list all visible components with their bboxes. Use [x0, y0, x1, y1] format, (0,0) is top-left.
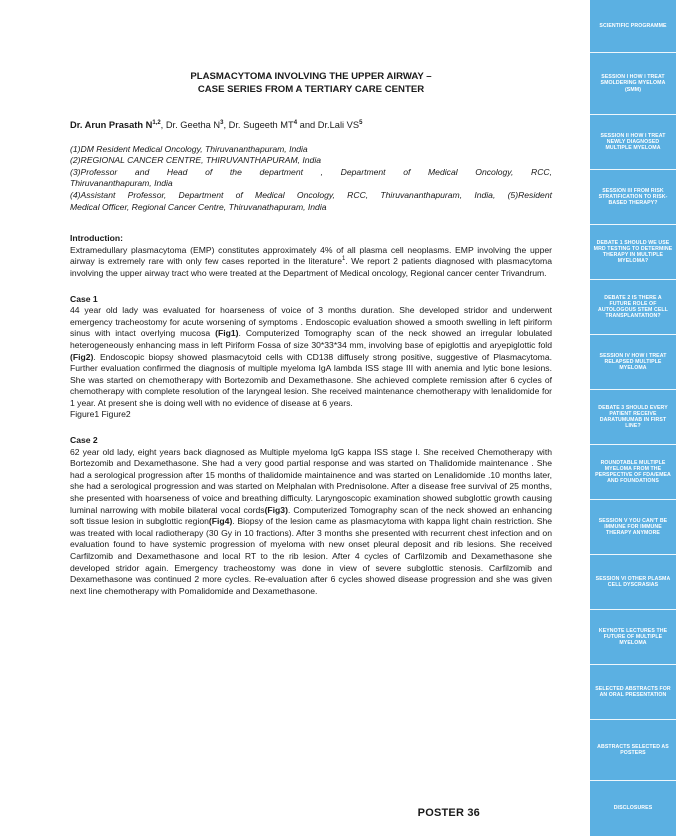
affiliation-line: (2)REGIONAL CANCER CENTRE, THIRUVANTHAPURAM, India	[70, 155, 322, 166]
sidebar-item-posters[interactable]: ABSTRACTS SELECTED AS POSTERS	[597, 743, 669, 756]
case2-fig4-ref: (Fig4)	[208, 516, 233, 527]
affiliation-line: Medical Officer, Regional Cancer Centre, Thiruvanathapuram, India	[70, 201, 327, 212]
intro-ref: 1	[342, 256, 346, 263]
case1-paragraph	[70, 305, 552, 409]
affiliation-line: Thiruvananthapuram, India	[70, 178, 173, 189]
affiliation-line: (3)Professor and Head of the department , Department of Medical Oncology, RCC,	[70, 166, 552, 177]
intro-text-a: Extramedullary plasmacytoma (EMP) constitutes approximately 4% of all plasma cell neoplasms. EMP involving the upper airway is extremely rare with only few cases reported in the literature	[70, 244, 552, 267]
sidebar-item-session-3[interactable]: SESSION III FROM RISK STRATIFICATION TO RISK-BASED THERAPY?	[598, 187, 668, 207]
author-4: and Dr.Lali VS	[297, 120, 360, 130]
sidebar-item-disclosures[interactable]: DISCLOSURES	[613, 805, 653, 812]
sidebar-item-session-2[interactable]: SESSION II HOW I TREAT NEWLY DIAGNOSED MULTIPLE MYELOMA	[600, 132, 666, 152]
case1-fig1-ref: (Fig1)	[215, 328, 239, 339]
sidebar-item-roundtable[interactable]: ROUNDTABLE MULTIPLE MYELOMA FROM THE PERSPECTIVE OF FDA/EMEA AND FOUNDATIONS	[595, 459, 671, 485]
author-2: , Dr. Geetha N	[160, 120, 221, 130]
case2-fig3-ref: (Fig3)	[264, 504, 288, 515]
author-1-sup: 1,2	[152, 119, 161, 126]
title-line-1: PLASMACYTOMA INVOLVING THE UPPER AIRWAY –	[190, 71, 432, 82]
intro-heading: Introduction:	[70, 233, 123, 244]
article-title	[70, 70, 552, 96]
case2-text-a: 62 year old lady, eight years back diagnosed as Multiple myeloma IgG kappa ISS stage I. She received Chemotherapy with Bortezomib and Dexamethasone. She had a very good partial response and was started on Thalidomide maintenance . She had a serological progression after 15 months of thalidomide maintainence and was started on Lenalidomide .10 months later, she had a serological progression and was started on Melphalan with Prednisolone. After a disease free survival of 25 months, she presented with hoarseness of voice and breathing difficulty. Laryngoscopic examination showed subglottic growth causing luminal narrowing with mobile bilateral vocal cords	[70, 446, 552, 515]
author-3-sup: 4	[293, 119, 298, 126]
sidebar-item-session-6[interactable]: SESSION VI OTHER PLASMA CELL DYSCRASIAS	[595, 575, 671, 588]
figure-captions: Figure1 Figure2	[70, 409, 131, 420]
affiliation-line: (1)DM Resident Medical Oncology, Thiruvananthapuram, India	[70, 143, 308, 154]
case2-paragraph	[70, 447, 552, 598]
sidebar-item-selected-abstracts[interactable]: SELECTED ABSTRACTS FOR AN ORAL PRESENTATION	[595, 685, 671, 698]
author-4-sup: 5	[359, 119, 363, 126]
affiliations	[70, 144, 552, 214]
section-sidebar	[590, 0, 676, 836]
case2-text-c: . Biopsy of the lesion came as plasmacytoma with kappa light chain restriction. She was treated with local radiotherapy (30 Gy in 10 fractions). After 3 months she presented with recurrent chest infection and on evaluation found to have systemic progression of myeloma with new onset pleural deposit and rib lesions. She received Carfilzomib and Dexamethasone and local RT to the rib lesion. After 4 cycles of Carfilzomib and Dexamethasone she developed stridor again. Emergency tracheostomy was done in view of severe subglottic stenosis. Carfilzomib and Dexamethasone was continued 2 more cycles. Re-evaluation after 6 cycles showed disease progression and she was given next line chemotherapy with Pomalidomide and Dexamethasone.	[70, 516, 553, 596]
sidebar-item-debate-3[interactable]: DEBATE 3 SHOULD EVERY PATIENT RECEIVE DARATUMUMAB IN FIRST LINE?	[598, 404, 668, 430]
sidebar-item-debate-1[interactable]: DEBATE 1 SHOULD WE USE MRD TESTING TO DETERMINE THERAPY IN MULTIPLE MYELOMA?	[593, 239, 673, 265]
author-1: Dr. Arun Prasath N	[70, 120, 153, 130]
poster-number: POSTER 36	[417, 807, 480, 819]
case1-heading: Case 1	[70, 293, 98, 304]
case1-text-c: . Endoscopic biopsy showed plasmacytoid cells with CD138 diffusely strong positive, suggestive of Plasmacytoma. Further evaluation confirmed the diagnosis of multiple myeloma IgA lambda ISS stage III with anemia and lytic bone lesions. She was started on chemotherapy with Bortezomib and Dexamethasone. She achieved complete remission after 6 cycles of chemotherapy with complete resolution of the laryngeal lesion. She received maintenance chemotherapy with lenalidomide for 1 year. At present she is doing well with no evidence of disease at 6 years.	[70, 351, 552, 408]
author-2-sup: 3	[220, 119, 224, 126]
sidebar-item-scientific-programme[interactable]: SCIENTIFIC PROGRAMME	[599, 22, 667, 29]
case1-text-a: 44 year old lady was evaluated for hoarseness of voice of 3 months duration. She developed stridor and underwent emergency tracheostomy for acute worsening of symptoms . Endoscopic evaluation showed a smooth swelling in left piriform sinus with intact overlying mucosa	[70, 305, 552, 339]
affiliation-line: (4)Assistant Professor, Department of Medical Oncology, RCC, Thiruvananthapuram, India, (5)Resident	[70, 189, 552, 200]
intro-text-b: . We report 2 patients diagnosed with plasmacytoma involving the upper airway tract who were treated at the Department of Medical oncology, Regional cancer center Trivandrum.	[70, 256, 552, 278]
sidebar-item-keynote-lectures[interactable]: KEYNOTE LECTURES THE FUTURE OF MULTIPLE MYELOMA	[598, 627, 668, 647]
sidebar-item-session-1[interactable]: SESSION I HOW I TREAT SMOLDERING MYELOMA (SMM)	[600, 74, 666, 93]
sidebar-item-debate-2[interactable]: DEBATE 2 IS THERE A FUTURE ROLE OF AUTOLOGOUS STEM CELL TRANSPLANTATION?	[598, 294, 668, 320]
title-line-2: CASE SERIES FROM A TERTIARY CARE CENTER	[197, 84, 425, 95]
case2-text-b: . Computerized Tomography scan of the neck showed an enhancing soft tissue lesion in subglottic region	[70, 504, 552, 527]
author-list	[70, 120, 552, 132]
intro-paragraph	[70, 245, 552, 280]
case1-fig2-ref: (Fig2)	[70, 351, 94, 362]
author-3: , Dr. Sugeeth MT	[223, 120, 294, 130]
sidebar-item-session-4[interactable]: SESSION IV HOW I TREAT RELAPSED MULTIPLE MYELOMA	[599, 352, 667, 372]
case2-heading: Case 2	[70, 435, 98, 446]
case1-text-b: . Computerized Tomography scan of the neck showed an irregular lobulated heterogeneously enhancing mass in left Piriform Fossa of size 30*33*34 mm, involving base of epiglottis and aryepiglottic fold	[70, 328, 552, 350]
article-body	[70, 70, 552, 597]
sidebar-item-session-5[interactable]: SESSION V YOU CAN'T BE IMMUNE FOR IMMUNE THERAPY ANYMORE	[598, 517, 668, 537]
